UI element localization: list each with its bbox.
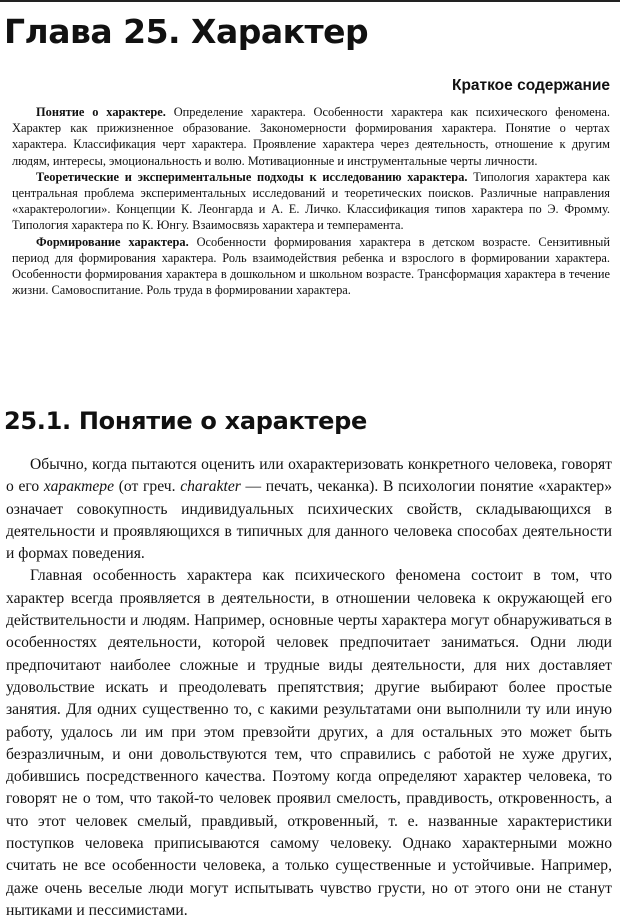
summary-paragraph: [12, 234, 610, 299]
text-run: (от греч.: [114, 478, 181, 496]
term-italic: характере: [43, 478, 115, 496]
summary-paragraph: [12, 104, 610, 169]
greek-term-italic: charakter: [180, 478, 241, 496]
text-run: Обычно, когда пытаются оценить или охарактеризовать конкретного человека, говорят о его: [6, 456, 612, 496]
summary-block: [12, 104, 610, 298]
body-paragraph: [6, 454, 612, 565]
top-rule: [0, 0, 620, 2]
summary-lead: Понятие о характере.: [36, 105, 166, 119]
summary-lead: Теоретические и экспериментальные подходы к исследованию характера.: [36, 169, 468, 184]
text-run: — печать, чеканка). В психологии понятие «характер» означает совокупность индивидуальных психических свойств, складывающихся в деятельности и проявляющихся в типичных для данного человека способах деятельности и формах поведения.: [6, 478, 612, 563]
summary-heading: Краткое содержание: [451, 77, 610, 94]
summary-text: Особенности формирования характера в детском возрасте. Сензитивный период для формирования характера. Роль взаимодействия ребенка и взрослого в формировании характера. Особенности формирования характера в дошкольном и школьном возрасте. Трансформация характера в течение жизни. Самовоспитание. Роль труда в формировании характера.: [12, 234, 610, 298]
summary-text: Типология характера как центральная проблема экспериментальных исследований и теоретических поисков. Различные направления «характерологии». Концепции К. Леонгарда и А. Е. Личко. Классификация типов характера по Э. Фромму. Типология характера по К. Юнгу. Взаимосвязь характера и темперамента.: [12, 169, 610, 233]
summary-text: Определение характера. Особенности характера как психического феномена. Характер как прижизненное образование. Закономерности формирования характера. Понятие о чертах характера. Классификация черт характера. Проявление характера через деятельность, отношение к другим людям, интересы, эмоциональность и волю. Мотивационные и инструментальные черты личности.: [12, 105, 610, 168]
chapter-title: Глава 25. Характер: [4, 12, 369, 51]
summary-lead: Формирование характера.: [36, 234, 189, 249]
body-paragraph: Главная особенность характера как психического феномена состоит в том, что характер всегда проявляется в деятельности, в отношении человека к окружающей его действительности и людям. Например, основные черты характера могут обнаруживаться в особенностях деятельности, которой человек предпочитает заниматься. Одни люди предпочитают наиболее сложные и трудные виды деятельности, для них доставляет удовольствие искать и преодолевать препятствия; другие выбирают более простые занятия. Для одних существенно то, с какими результатами они выполнили ту или иную работу, удалось ли им при этом превзойти других, а для остальных это может быть безразличным, и они довольствуются тем, что справились с работой не хуже других, добившись посредственного качества. Поэтому когда определяют характер человека, то говорят не о том, что такой-то человек проявил смелость, правдивость, откровенность, а что этот человек смелый, правдивый, откровенный, т. е. названные характеристики поступков человека приписываются самому человеку. Однако характерными можно считать не все особенности человека, а только существенные и устойчивые. Например, даже очень веселые люди могут испытывать чувство грусти, но от этого они не станут нытиками и пессимистами.: [6, 567, 612, 919]
summary-paragraph: [12, 169, 610, 234]
section-title: 25.1. Понятие о характере: [4, 407, 367, 435]
body-text: [6, 454, 612, 922]
